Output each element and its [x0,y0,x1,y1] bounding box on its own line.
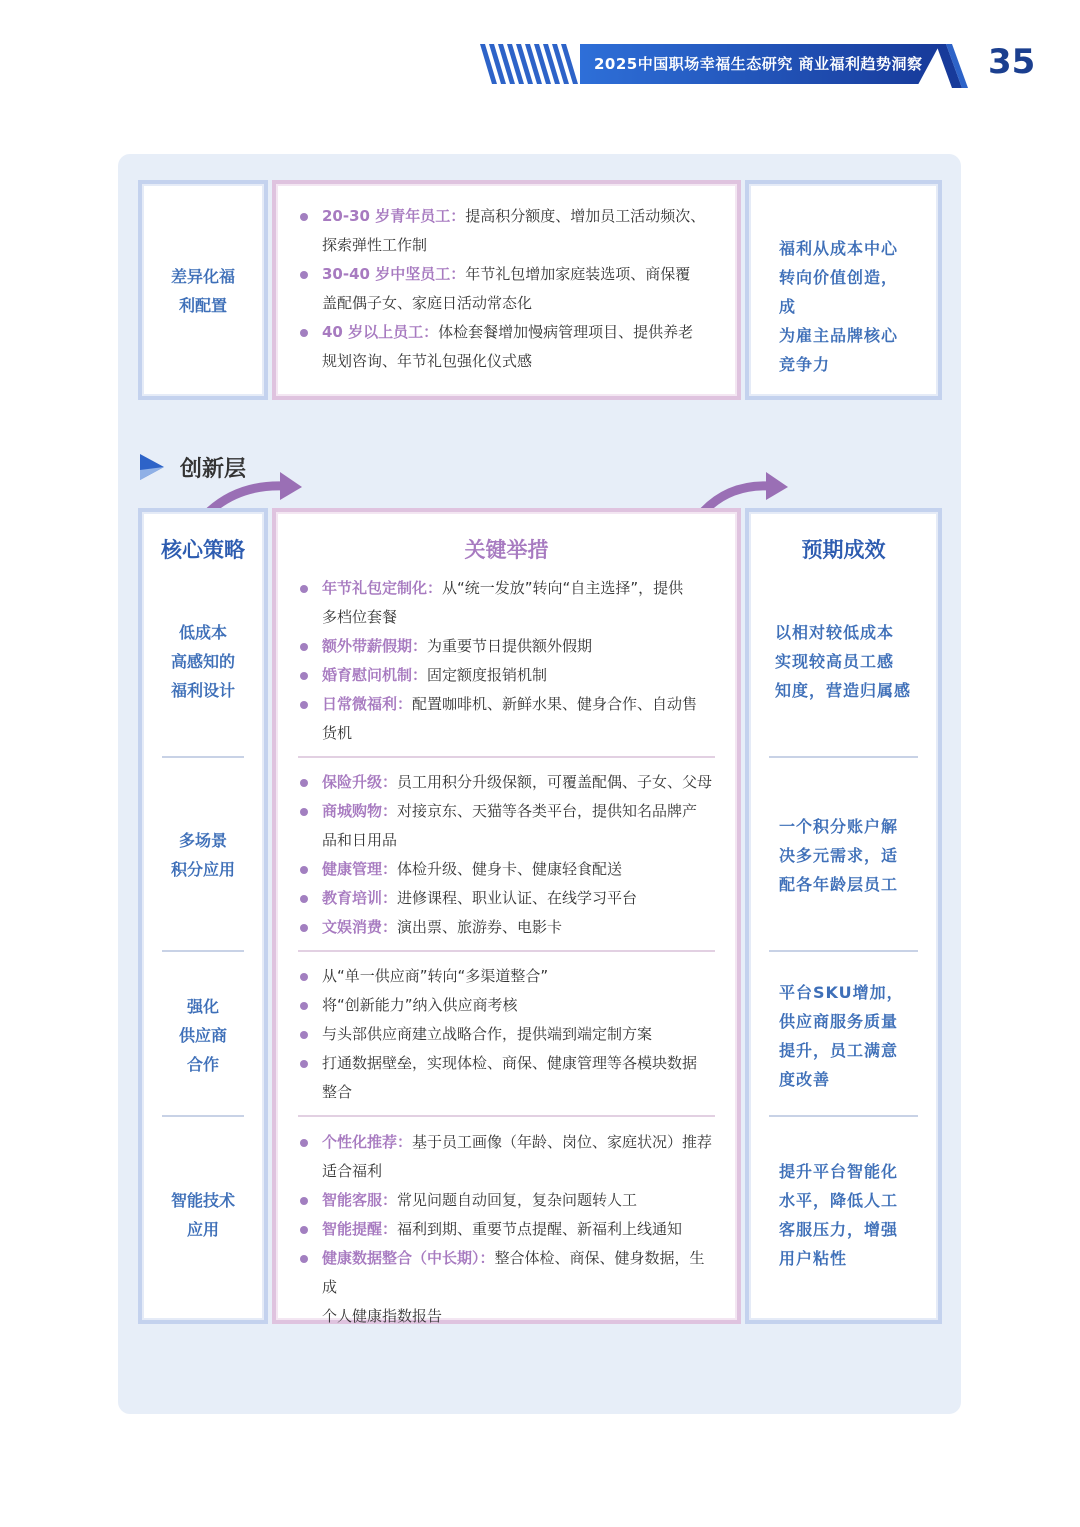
list-item: 健康数据整合（中长期）：整合体检、商保、健身数据，生成 个人健康指数报告 [298,1244,717,1331]
divider [769,950,918,952]
divider [162,1115,244,1117]
column-title: 核心策略 [161,538,245,562]
list-item: 年节礼包定制化：从“统一发放”转向“自主选择”，提供 多档位套餐 [298,574,717,632]
list-item: 将“创新能力”纳入供应商考核 [298,991,717,1020]
list-item: 智能提醒：福利到期、重要节点提醒、新福利上线通知 [298,1215,717,1244]
list-item: 婚育慰问机制：固定额度报销机制 [298,661,717,690]
page-number: 35 [988,42,1036,82]
stripe-decoration-icon [480,44,590,84]
slash-decoration-icon [936,44,976,88]
list-item: 健康管理：体检升级、健身卡、健康轻食配送 [298,855,717,884]
page-header [480,44,1080,88]
top-right-box [745,180,942,400]
column-title: 关键举措 [464,538,549,562]
report-title: 2025中国职场幸福生态研究 商业福利趋势洞察 [594,55,923,73]
outcome-text: 以相对较低成本 实现较高员工感 知度，营造归属感 [775,623,912,700]
strategy-column [138,508,268,1324]
measure-list [298,962,717,1107]
outcome-text: 福利从成本中心 转向价值创造，成 为雇主品牌核心 竞争力 [779,239,899,374]
strategy-label: 差异化福 利配置 [170,267,235,315]
list-item: 个性化推荐：基于员工画像（年龄、岗位、家庭状况）推荐 适合福利 [298,1128,717,1186]
outcome-text: 一个积分账户解 决多元需求，适 配各年龄层员工 [779,817,899,894]
list-item: 日常微福利：配置咖啡机、新鲜水果、健身合作、自动售 货机 [298,690,717,748]
list-item: 智能客服：常见问题自动回复，复杂问题转人工 [298,1186,717,1215]
measure-list [298,574,717,748]
list-item: 20-30 岁青年员工：提高积分额度、增加员工活动频次、 探索弹性工作制 [298,202,717,260]
section-heading [138,452,247,482]
list-item: 文娱消费：演出票、旅游券、电影卡 [298,913,717,942]
outcome-text: 提升平台智能化 水平，降低人工 客服压力，增强 用户粘性 [779,1162,899,1268]
divider [298,1115,715,1117]
column-title: 预期成效 [801,538,886,562]
top-measure-list [298,202,717,376]
list-item: 额外带薪假期：为重要节日提供额外假期 [298,632,717,661]
top-left-box [138,180,268,400]
list-item: 商城购物：对接京东、天猫等各类平台，提供知名品牌产 品和日用品 [298,797,717,855]
list-item: 保险升级：员工用积分升级保额，可覆盖配偶、子女、父母 [298,768,717,797]
list-item: 与头部供应商建立战略合作，提供端到端定制方案 [298,1020,717,1049]
section-title: 创新层 [180,457,247,482]
divider [298,950,715,952]
outcome-text: 平台SKU增加， 供应商服务质量 提升，员工满意 度改善 [779,983,904,1089]
top-middle-box [272,180,741,400]
divider [769,1115,918,1117]
strategy-label: 多场景 积分应用 [170,831,235,879]
measure-list [298,768,717,942]
list-item: 30-40 岁中坚员工：年节礼包增加家庭装选项、商保覆 盖配偶子女、家庭日活动常态化 [298,260,717,318]
divider [162,950,244,952]
list-item: 从“单一供应商”转向“多渠道整合” [298,962,717,991]
measure-list [298,1128,717,1331]
list-item: 教育培训：进修课程、职业认证、在线学习平台 [298,884,717,913]
list-item: 40 岁以上员工：体检套餐增加慢病管理项目、提供养老 规划咨询、年节礼包强化仪式感 [298,318,717,376]
outcomes-column [745,508,942,1324]
strategy-label: 低成本 高感知的 福利设计 [170,623,235,700]
play-triangle-icon [138,452,168,482]
strategy-label: 强化 供应商 合作 [178,997,227,1074]
divider [162,756,244,758]
divider [298,756,715,758]
divider [769,756,918,758]
measures-column [272,508,741,1324]
list-item: 打通数据壁垒，实现体检、商保、健康管理等各模块数据 整合 [298,1049,717,1107]
strategy-label: 智能技术 应用 [170,1191,235,1239]
